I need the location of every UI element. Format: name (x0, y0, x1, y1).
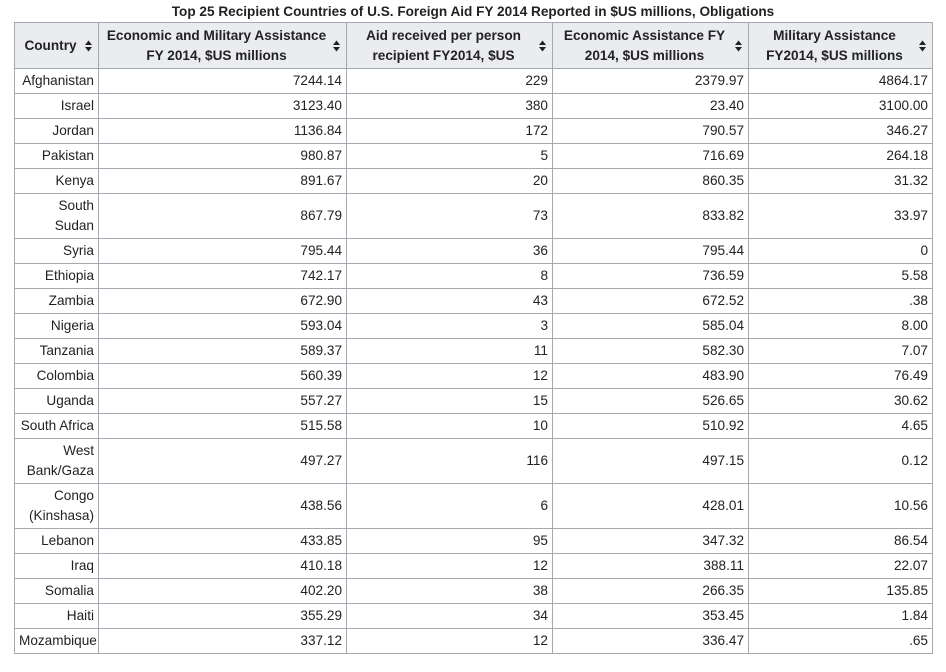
cell-country: Tanzania (15, 339, 99, 364)
table-row (15, 604, 933, 629)
table-row (15, 239, 933, 264)
cell-total-assistance: 410.18 (99, 554, 347, 579)
cell-military-assistance: .65 (749, 629, 933, 654)
table-row (15, 484, 933, 529)
table-caption: Top 25 Recipient Countries of U.S. Foreign Aid FY 2014 Reported in $US millions, Obligations (171, 4, 775, 19)
table-row (15, 364, 933, 389)
table-row (15, 529, 933, 554)
table-row (15, 439, 933, 484)
cell-country: Pakistan (15, 144, 99, 169)
table-row (15, 629, 933, 654)
table-row (15, 579, 933, 604)
cell-country: Lebanon (15, 529, 99, 554)
cell-military-assistance: 8.00 (749, 314, 933, 339)
cell-military-assistance: 1.84 (749, 604, 933, 629)
cell-country: Iraq (15, 554, 99, 579)
cell-per-person: 12 (347, 364, 553, 389)
table-row (15, 314, 933, 339)
cell-military-assistance: 86.54 (749, 529, 933, 554)
cell-military-assistance: 3100.00 (749, 94, 933, 119)
cell-military-assistance: 5.58 (749, 264, 933, 289)
cell-country: Uganda (15, 389, 99, 414)
table-row (15, 144, 933, 169)
table-row (15, 289, 933, 314)
cell-military-assistance: .38 (749, 289, 933, 314)
cell-total-assistance: 891.67 (99, 169, 347, 194)
cell-country: Somalia (15, 579, 99, 604)
cell-per-person: 95 (347, 529, 553, 554)
cell-economic-assistance: 672.52 (553, 289, 749, 314)
cell-total-assistance: 672.90 (99, 289, 347, 314)
sort-updown-icon[interactable] (333, 40, 340, 51)
cell-country: Ethiopia (15, 264, 99, 289)
cell-per-person: 34 (347, 604, 553, 629)
cell-economic-assistance: 716.69 (553, 144, 749, 169)
cell-military-assistance: 0.12 (749, 439, 933, 484)
cell-per-person: 6 (347, 484, 553, 529)
cell-per-person: 12 (347, 629, 553, 654)
cell-per-person: 12 (347, 554, 553, 579)
cell-per-person: 229 (347, 69, 553, 94)
cell-country: Israel (15, 94, 99, 119)
header-label: Country (24, 37, 77, 53)
cell-military-assistance: 31.32 (749, 169, 933, 194)
cell-total-assistance: 402.20 (99, 579, 347, 604)
cell-military-assistance: 135.85 (749, 579, 933, 604)
cell-total-assistance: 1136.84 (99, 119, 347, 144)
cell-economic-assistance: 795.44 (553, 239, 749, 264)
cell-military-assistance: 22.07 (749, 554, 933, 579)
cell-country: Haiti (15, 604, 99, 629)
foreign-aid-table (14, 22, 933, 654)
cell-country: Zambia (15, 289, 99, 314)
cell-economic-assistance: 388.11 (553, 554, 749, 579)
cell-per-person: 11 (347, 339, 553, 364)
cell-total-assistance: 355.29 (99, 604, 347, 629)
cell-country: South Sudan (15, 194, 99, 239)
header-country[interactable] (15, 23, 99, 69)
table-row (15, 194, 933, 239)
cell-country: Mozambique (15, 629, 99, 654)
cell-total-assistance: 742.17 (99, 264, 347, 289)
cell-total-assistance: 7244.14 (99, 69, 347, 94)
table-row (15, 119, 933, 144)
cell-total-assistance: 867.79 (99, 194, 347, 239)
cell-military-assistance: 33.97 (749, 194, 933, 239)
table-row (15, 264, 933, 289)
cell-economic-assistance: 347.32 (553, 529, 749, 554)
cell-total-assistance: 337.12 (99, 629, 347, 654)
cell-economic-assistance: 483.90 (553, 364, 749, 389)
cell-total-assistance: 515.58 (99, 414, 347, 439)
cell-per-person: 36 (347, 239, 553, 264)
cell-economic-assistance: 2379.97 (553, 69, 749, 94)
cell-country: Afghanistan (15, 69, 99, 94)
header-military-assistance[interactable] (749, 23, 933, 69)
sort-updown-icon[interactable] (85, 40, 92, 51)
cell-country: South Africa (15, 414, 99, 439)
cell-military-assistance: 10.56 (749, 484, 933, 529)
header-label: Aid received per person recipient FY2014, $US (366, 27, 521, 63)
sort-updown-icon[interactable] (539, 40, 546, 51)
table-row (15, 94, 933, 119)
cell-total-assistance: 433.85 (99, 529, 347, 554)
cell-military-assistance: 0 (749, 239, 933, 264)
cell-economic-assistance: 790.57 (553, 119, 749, 144)
cell-economic-assistance: 860.35 (553, 169, 749, 194)
cell-country: Congo (Kinshasa) (15, 484, 99, 529)
cell-economic-assistance: 428.01 (553, 484, 749, 529)
cell-total-assistance: 593.04 (99, 314, 347, 339)
cell-per-person: 172 (347, 119, 553, 144)
cell-military-assistance: 4.65 (749, 414, 933, 439)
cell-economic-assistance: 585.04 (553, 314, 749, 339)
header-total-assistance[interactable] (99, 23, 347, 69)
header-label: Economic and Military Assistance FY 2014, $US millions (106, 27, 327, 63)
cell-military-assistance: 30.62 (749, 389, 933, 414)
table-row (15, 69, 933, 94)
header-label: Economic Assistance FY 2014, $US millions (563, 27, 726, 63)
table-row (15, 339, 933, 364)
cell-economic-assistance: 336.47 (553, 629, 749, 654)
cell-per-person: 43 (347, 289, 553, 314)
table-row (15, 414, 933, 439)
cell-military-assistance: 264.18 (749, 144, 933, 169)
cell-country: Kenya (15, 169, 99, 194)
cell-economic-assistance: 510.92 (553, 414, 749, 439)
cell-total-assistance: 557.27 (99, 389, 347, 414)
sort-updown-icon[interactable] (735, 40, 742, 51)
cell-country: Jordan (15, 119, 99, 144)
cell-country: Nigeria (15, 314, 99, 339)
cell-economic-assistance: 497.15 (553, 439, 749, 484)
cell-total-assistance: 438.56 (99, 484, 347, 529)
cell-economic-assistance: 736.59 (553, 264, 749, 289)
cell-per-person: 5 (347, 144, 553, 169)
cell-total-assistance: 560.39 (99, 364, 347, 389)
cell-economic-assistance: 23.40 (553, 94, 749, 119)
cell-per-person: 116 (347, 439, 553, 484)
cell-per-person: 15 (347, 389, 553, 414)
cell-total-assistance: 589.37 (99, 339, 347, 364)
cell-per-person: 20 (347, 169, 553, 194)
cell-per-person: 73 (347, 194, 553, 239)
sort-updown-icon[interactable] (919, 40, 926, 51)
table-row (15, 389, 933, 414)
cell-total-assistance: 3123.40 (99, 94, 347, 119)
cell-country: Colombia (15, 364, 99, 389)
header-label: Military Assistance FY2014, $US millions (766, 27, 903, 63)
cell-military-assistance: 346.27 (749, 119, 933, 144)
cell-military-assistance: 4864.17 (749, 69, 933, 94)
cell-total-assistance: 980.87 (99, 144, 347, 169)
cell-economic-assistance: 353.45 (553, 604, 749, 629)
cell-per-person: 8 (347, 264, 553, 289)
cell-military-assistance: 76.49 (749, 364, 933, 389)
cell-military-assistance: 7.07 (749, 339, 933, 364)
table-body (15, 69, 933, 654)
cell-per-person: 380 (347, 94, 553, 119)
cell-economic-assistance: 833.82 (553, 194, 749, 239)
cell-per-person: 3 (347, 314, 553, 339)
cell-total-assistance: 795.44 (99, 239, 347, 264)
cell-country: Syria (15, 239, 99, 264)
table-row (15, 169, 933, 194)
header-row (15, 23, 933, 69)
cell-economic-assistance: 582.30 (553, 339, 749, 364)
cell-per-person: 10 (347, 414, 553, 439)
table-row (15, 554, 933, 579)
header-economic-assistance[interactable] (553, 23, 749, 69)
cell-economic-assistance: 526.65 (553, 389, 749, 414)
cell-country: West Bank/Gaza (15, 439, 99, 484)
cell-per-person: 38 (347, 579, 553, 604)
cell-total-assistance: 497.27 (99, 439, 347, 484)
header-per-person[interactable] (347, 23, 553, 69)
cell-economic-assistance: 266.35 (553, 579, 749, 604)
